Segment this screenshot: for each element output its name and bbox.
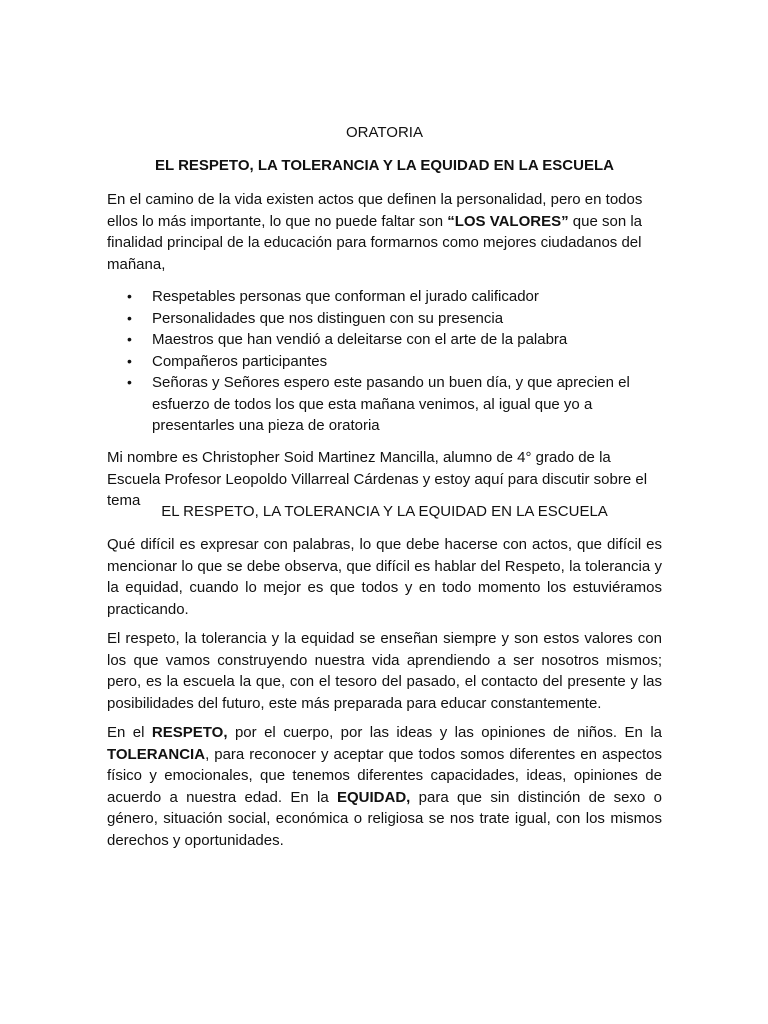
body-paragraph-2: El respeto, la tolerancia y la equidad se enseñan siempre y son estos valores con los que vamos construyendo nuestra vida aprendiendo a ser nosotros mismos; pero, es la escuela la que, con el tesoro del pasado, el contacto del presente y las posibilidades del futuro, este más preparada para educar constantemente. (107, 630, 662, 712)
document-title: ORATORIA (346, 124, 423, 141)
paragraph-3-text-1: En el (107, 724, 152, 741)
bullet-icon: • (127, 309, 132, 326)
greeting-list (107, 286, 662, 437)
paragraph-3-text-2: por el cuerpo, por las ideas y las opiniones de niños. En la (227, 724, 663, 741)
paragraph-3-text-3: , para reconocer y aceptar que todos somos diferentes en aspectos físico y emocionales, que tenemos diferentes capacidades, ideas, opiniones de acuerdo a nuestra edad. En la (107, 745, 662, 806)
bold-equidad: EQUIDAD, (337, 788, 411, 806)
list-item (107, 372, 662, 437)
document-heading: EL RESPETO, LA TOLERANCIA Y LA EQUIDAD EN LA ESCUELA (155, 157, 614, 174)
list-item-text: Respetables personas que conforman el jurado calificador (152, 288, 539, 305)
intro-text-end: que son la finalidad principal de la educación para formarnos como mejores ciudadanos del mañana, (107, 212, 642, 273)
intro-bold-values: “LOS VALORES” (447, 212, 569, 230)
list-item (107, 286, 662, 308)
section-title: EL RESPETO, LA TOLERANCIA Y LA EQUIDAD EN LA ESCUELA (161, 503, 608, 520)
bullet-icon: • (127, 374, 132, 390)
bold-respeto: RESPETO, (151, 724, 228, 741)
list-item (107, 329, 662, 351)
bold-tolerancia: TOLERANCIA (107, 745, 206, 763)
list-item (107, 308, 662, 330)
bullet-icon: • (127, 352, 132, 369)
intro-text-start: En el camino de la vida existen actos que definen la personalidad, pero en todos ellos lo más importante, lo que no puede faltar son (107, 191, 643, 230)
bullet-icon: • (127, 331, 132, 347)
presentation-paragraph: Mi nombre es Christopher Soid Martinez Mancilla, alumno de 4° grado de la Escuela Profesor Leopoldo Villarreal Cárdenas y estoy aquí para discutir sobre el tema (107, 449, 648, 509)
list-item-text: Señoras y Señores espero este pasando un buen día, y que aprecien el esfuerzo de todos los que esta mañana venimos, al igual que yo a presentarles una pieza de oratoria (152, 374, 630, 434)
list-item-text: Personalidades que nos distinguen con su presencia (152, 309, 504, 327)
body-paragraph-1: Qué difícil es expresar con palabras, lo que debe hacerse con actos, que difícil es mencionar lo que se debe observa, que difícil es hablar del Respeto, la tolerancia y la equidad, cuando lo mejor es que todos y en todo momento los estuviéramos practicando. (107, 536, 662, 618)
intro-paragraph (107, 189, 662, 275)
list-item (107, 351, 662, 373)
list-item-text: Compañeros participantes (152, 352, 328, 370)
list-item-text: Maestros que han vendió a deleitarse con el arte de la palabra (152, 331, 568, 348)
bullet-icon: • (127, 288, 132, 304)
body-paragraph-3 (107, 722, 662, 851)
paragraph-3-text-4: para que sin distinción de sexo o género, situación social, económica o religiosa se nos trate igual, con los mismos derechos y oportunidades. (107, 788, 662, 849)
